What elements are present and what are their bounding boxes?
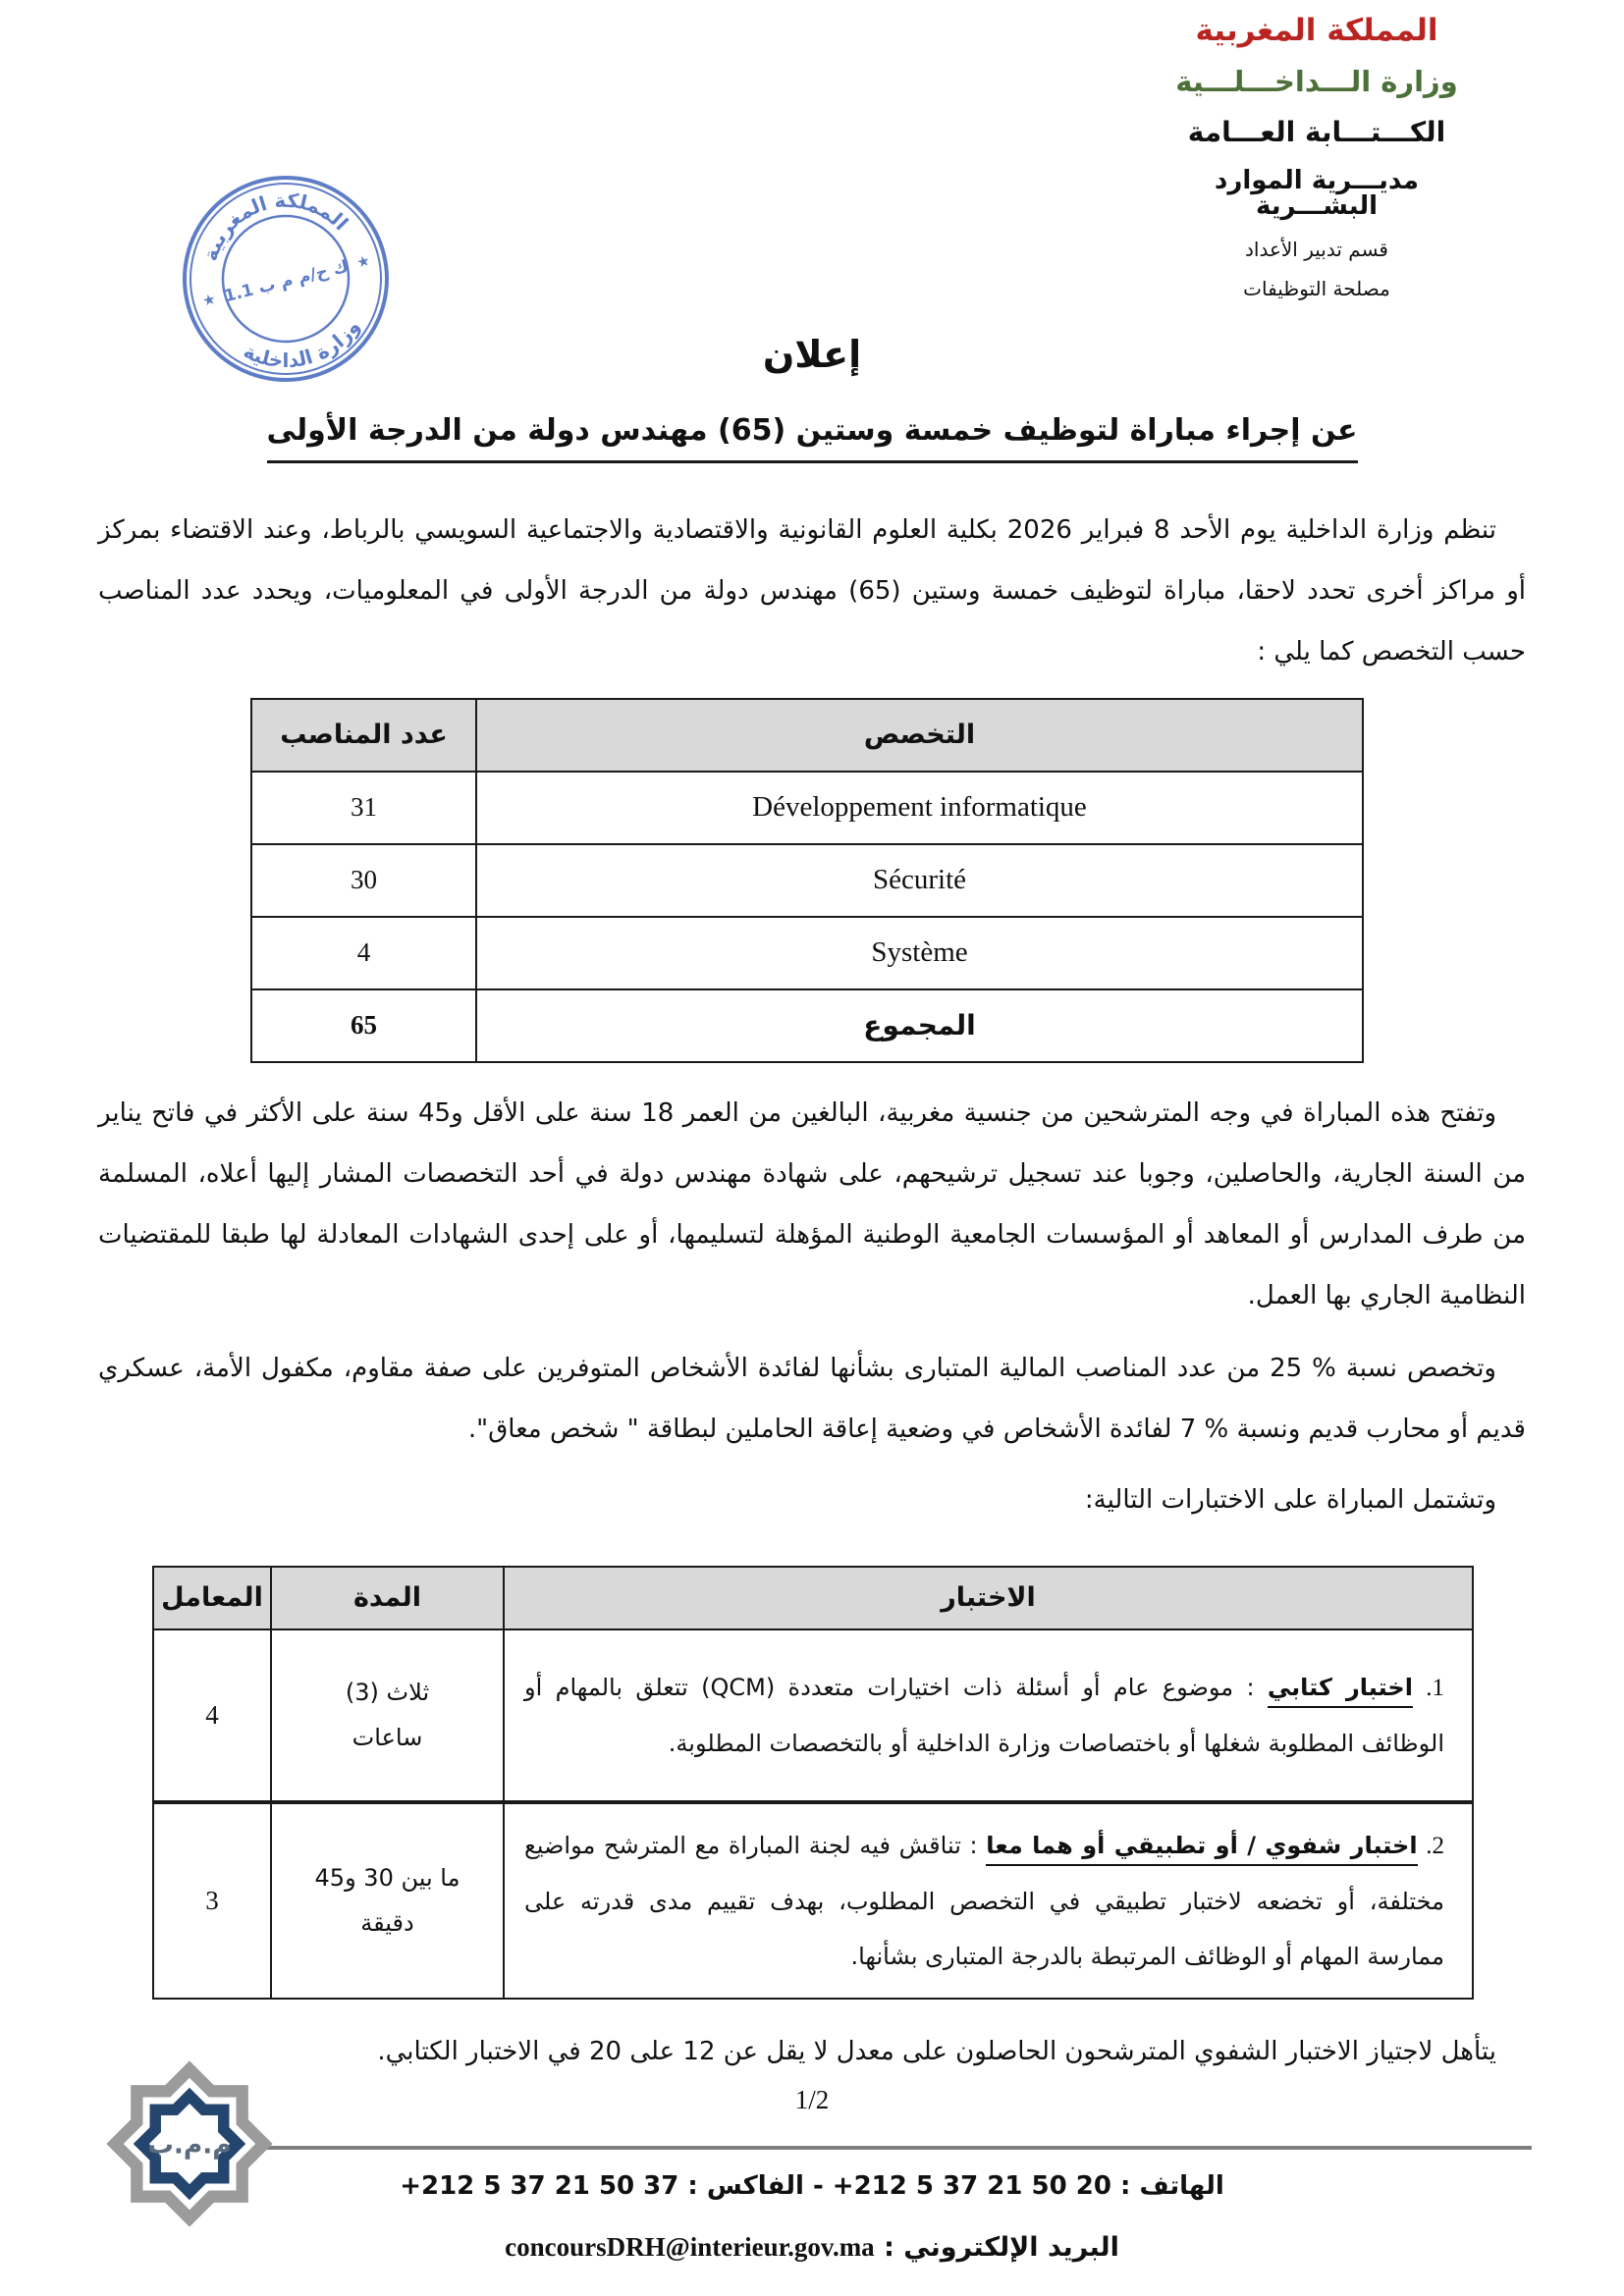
coefficient-cell: 4 [153, 1629, 271, 1802]
table-row [251, 917, 1363, 989]
announcement-heading: إعلان [762, 333, 862, 376]
email-label: البريد الإلكتروني : [874, 2232, 1119, 2263]
exam-type-label: اختبار كتابي [1268, 1674, 1413, 1708]
document-body [0, 333, 1624, 2082]
count-cell: 4 [251, 917, 476, 989]
eligibility-paragraph: وتفتح هذه المباراة في وجه المترشحين من جنسية مغربية، البالغين من العمر 18 سنة على الأقل و45 سنة على الأكثر في فاتح يناير من السنة الجارية، والحاصلين، وجوبا عند تسجيل ترشيحهم، على شهادة مهندس دولة في أحد التخصصات المشار إليها أعلاه، المسلمة من طرف المدارس أو المعاهد أو المؤسسات الجامعية الوطنية المؤهلة لتسليمها، أو على إحدى الشهادات المعادلة لها طبقا للمقتضيات النظامية الجاري بها العمل. [98, 1097, 1526, 1310]
count-cell: 30 [251, 844, 476, 917]
stamp-star-icon: ★ [354, 250, 372, 272]
column-header-duration: المدة [271, 1567, 504, 1629]
stamp-bottom-text: وزارة الداخلية [240, 315, 365, 373]
exam-number: 2. [1426, 1832, 1445, 1859]
recruitment-service-title: مصلحة التوظيفات [1243, 277, 1390, 300]
contact-phone-fax-line [0, 2171, 1624, 2201]
exam-number: 1. [1426, 1674, 1445, 1701]
specialty-cell: Système [476, 917, 1363, 989]
table-row [153, 1629, 1473, 1802]
exams-lead-line: وتشتمل المباراة على الاختبارات التالية: [1084, 1484, 1496, 1515]
general-secretariat-title: الكـــتـــابة العـــامة [1187, 116, 1446, 148]
stamp-star-icon: ★ [200, 290, 218, 310]
count-cell: 31 [251, 772, 476, 844]
exam-description-cell [504, 1629, 1473, 1802]
exam-separator: : [1233, 1673, 1268, 1701]
quota-paragraph: وتخصص نسبة % 25 من عدد المناصب المالية المتبارى بشأنها لفائدة الأشخاص المتوفرين على صفة مقاوم، مكفول الأمة، عسكري قديم أو محارب قديم ونسبة % 7 لفائدة الأشخاص في وضعية إعاقة الحاملين لبطاقة " شخص معاق". [98, 1353, 1526, 1444]
specialty-cell: Développement informatique [476, 772, 1363, 844]
logo-acronym: م.م.ب [147, 2129, 232, 2161]
fax-number: +212 5 37 21 50 37 [400, 2171, 679, 2201]
total-row [251, 989, 1363, 1062]
announcement-subtitle-text: عن إجراء مباراة لتوظيف خمسة وستين (65) مهندس دولة من الدرجة الأولى [267, 413, 1358, 463]
ministry-title: وزارة الـــداخـــلـــية [1175, 65, 1458, 98]
fax-label: الفاكس : [678, 2171, 804, 2201]
stamp-top-text: المملكة المغربية [197, 187, 353, 264]
stamp-center-text: ك ح/م م ب 1.1 [222, 256, 352, 307]
kingdom-title: المملكة المغربية [1195, 13, 1438, 48]
table-row [251, 844, 1363, 917]
total-value-cell: 65 [251, 989, 476, 1062]
exam-type-label: اختبار شفوي / أو تطبيقي أو هما معا [986, 1832, 1417, 1866]
positions-table [250, 698, 1364, 1063]
coefficient-cell: 3 [153, 1802, 271, 1999]
hr-directorate-title: مديـــرية الموارد البشـــرية [1215, 166, 1419, 221]
hr-directorate-logo [103, 2057, 276, 2230]
column-header-count: عدد المناصب [251, 699, 476, 772]
duration-cell: ثلاث (3) ساعات [271, 1629, 504, 1802]
official-stamp [177, 170, 395, 388]
positions-table-header-row [251, 699, 1363, 772]
announcement-subtitle [98, 414, 1526, 449]
intro-paragraph: تنظم وزارة الداخلية يوم الأحد 8 فبراير 2026 بكلية العلوم القانونية والاقتصادية والاجتماعية السويسي بالرباط، وعند الاقتضاء بمركز أو مراكز أخرى تحدد لاحقا، مباراة لتوظيف خمسة وستين (65) مهندس دولة من الدرجة الأولى في المعلوميات، ويحدد عدد المناصب حسب التخصص كما يلي : [98, 514, 1526, 667]
total-label-cell: المجموع [476, 989, 1363, 1062]
exams-table-header-row [153, 1567, 1473, 1629]
letterhead [1155, 13, 1479, 300]
staffing-division-title: قسم تدبير الأعداد [1245, 238, 1388, 261]
exam-description-text: موضوع عام أو أسئلة ذات اختيارات متعددة (QCM) تتعلق بالمهام أو الوظائف المطلوبة شغلها أو باختصاصات وزارة الداخلية أو بالتخصصات المطلوبة. [524, 1673, 1444, 1757]
email-address: concoursDRH@interieur.gov.ma [505, 2232, 875, 2262]
column-header-exam: الاختبار [504, 1567, 1473, 1629]
page-number: 1/2 [794, 2085, 830, 2114]
qualification-note: يتأهل لاجتياز الاختبار الشفوي المترشحون الحاصلون على معدل لا يقل عن 12 على 20 في الاختبار الكتابي. [377, 2036, 1496, 2066]
duration-cell: ما بين 30 و45 دقيقة [271, 1802, 504, 1999]
table-row [153, 1802, 1473, 1999]
column-header-specialty: التخصص [476, 699, 1363, 772]
contact-email-line [0, 2232, 1624, 2263]
eight-point-star-icon [106, 2060, 272, 2226]
exams-table [152, 1566, 1474, 2000]
specialty-cell: Sécurité [476, 844, 1363, 917]
phone-label: الهاتف : [1110, 2171, 1224, 2201]
table-row [251, 772, 1363, 844]
phone-number: +212 5 37 21 50 20 [832, 2171, 1111, 2201]
exam-description-text: تناقش فيه لجنة المباراة مع المترشح مواضيع مختلفة، أو تخضعه لاختبار تطبيقي في التخصص المطلوب، بهدف تقييم مدى قدرته على ممارسة المهام أو الوظائف المرتبطة بالدرجة المتبارى بشأنها. [524, 1831, 1444, 1970]
phone-fax-separator: - [803, 2171, 833, 2201]
exam-description-cell [504, 1802, 1473, 1999]
exam-separator: : [960, 1831, 987, 1859]
column-header-coefficient: المعامل [153, 1567, 271, 1629]
footer-divider [191, 2146, 1532, 2150]
